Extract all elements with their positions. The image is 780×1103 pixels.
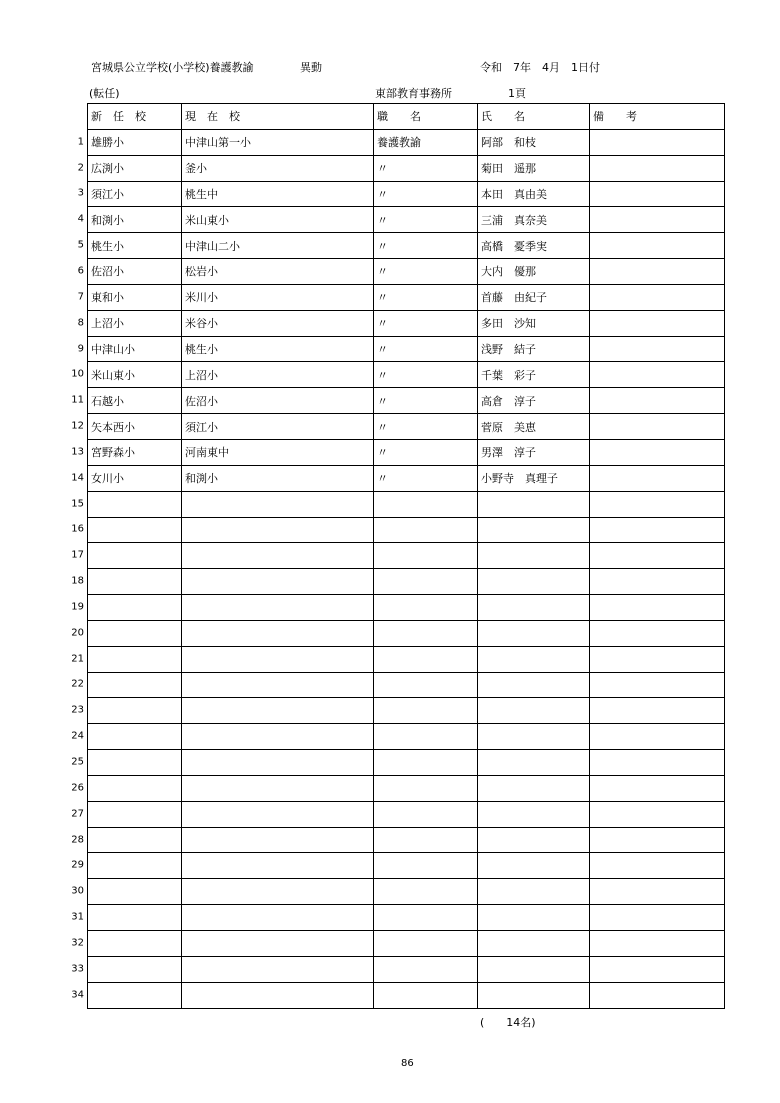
row-number-slot [60, 361, 86, 387]
remarks-cell [590, 827, 725, 853]
table-row [88, 672, 725, 698]
new-school-cell [88, 543, 182, 569]
row-number: 1 [77, 136, 84, 148]
name-cell [478, 672, 590, 698]
current-school-cell: 桃生小 [182, 336, 374, 362]
row-number-slot [60, 491, 86, 517]
row-number: 25 [71, 756, 84, 768]
name-cell: 本田 真由美 [478, 181, 590, 207]
row-number: 29 [71, 859, 84, 871]
current-school-cell: 松岩小 [182, 259, 374, 285]
name-cell: 浅野 結子 [478, 336, 590, 362]
row-number-slot [60, 749, 86, 775]
transfer-table [87, 103, 725, 1009]
current-school-cell [182, 905, 374, 931]
row-number: 19 [71, 601, 84, 613]
remarks-cell [590, 517, 725, 543]
row-number-slot [60, 697, 86, 723]
column-header-remarks: 備 考 [590, 104, 725, 130]
position-cell [374, 491, 478, 517]
position-cell: 〃 [374, 414, 478, 440]
row-number: 8 [77, 317, 84, 329]
row-number-slot [60, 723, 86, 749]
column-header-name: 氏 名 [478, 104, 590, 130]
name-cell: 阿部 和枝 [478, 129, 590, 155]
row-number-slot [60, 956, 86, 982]
position-cell [374, 672, 478, 698]
position-cell [374, 853, 478, 879]
name-cell [478, 827, 590, 853]
remarks-cell [590, 672, 725, 698]
row-number: 13 [71, 446, 84, 458]
new-school-cell: 矢本西小 [88, 414, 182, 440]
table-row [88, 905, 725, 931]
position-cell [374, 646, 478, 672]
table-row [88, 284, 725, 310]
current-school-cell [182, 620, 374, 646]
row-number: 12 [71, 420, 84, 432]
table-header-row [88, 104, 725, 130]
remarks-cell [590, 388, 725, 414]
remarks-cell [590, 155, 725, 181]
row-number: 10 [71, 368, 84, 380]
row-number: 20 [71, 627, 84, 639]
row-number-slot [60, 310, 86, 336]
new-school-cell [88, 517, 182, 543]
position-cell [374, 595, 478, 621]
row-number-slot [60, 878, 86, 904]
row-number-slot [60, 775, 86, 801]
table-row [88, 155, 725, 181]
remarks-cell [590, 465, 725, 491]
current-school-cell [182, 956, 374, 982]
table-row [88, 543, 725, 569]
row-number: 26 [71, 782, 84, 794]
position-cell [374, 750, 478, 776]
row-number-slot [60, 620, 86, 646]
table-row [88, 879, 725, 905]
row-number-slot [60, 852, 86, 878]
remarks-cell [590, 233, 725, 259]
remarks-cell [590, 620, 725, 646]
new-school-cell: 広渕小 [88, 155, 182, 181]
new-school-cell [88, 827, 182, 853]
remarks-cell [590, 414, 725, 440]
remarks-cell [590, 750, 725, 776]
position-cell: 〃 [374, 388, 478, 414]
new-school-cell [88, 646, 182, 672]
remarks-cell [590, 207, 725, 233]
new-school-cell: 宮野森小 [88, 439, 182, 465]
new-school-cell [88, 672, 182, 698]
name-cell: 男澤 淳子 [478, 439, 590, 465]
current-school-cell: 米谷小 [182, 310, 374, 336]
row-number-slot [60, 982, 86, 1008]
row-number-slot [60, 258, 86, 284]
remarks-cell [590, 362, 725, 388]
new-school-cell: 中津山小 [88, 336, 182, 362]
remarks-cell [590, 646, 725, 672]
new-school-cell: 石越小 [88, 388, 182, 414]
current-school-cell: 米山東小 [182, 207, 374, 233]
position-cell: 〃 [374, 207, 478, 233]
table-row [88, 801, 725, 827]
row-number-slot [60, 232, 86, 258]
position-cell [374, 827, 478, 853]
row-number-slot [60, 672, 86, 698]
remarks-cell [590, 956, 725, 982]
table-row [88, 569, 725, 595]
current-school-cell [182, 698, 374, 724]
new-school-cell [88, 491, 182, 517]
current-school-cell [182, 801, 374, 827]
new-school-cell [88, 775, 182, 801]
table-row [88, 750, 725, 776]
column-header-position: 職 名 [374, 104, 478, 130]
name-cell: 三浦 真奈美 [478, 207, 590, 233]
position-cell: 〃 [374, 233, 478, 259]
new-school-cell [88, 801, 182, 827]
new-school-cell: 女川小 [88, 465, 182, 491]
table-row [88, 724, 725, 750]
table-row [88, 827, 725, 853]
name-cell [478, 595, 590, 621]
table-row [88, 129, 725, 155]
row-number: 24 [71, 730, 84, 742]
name-cell [478, 491, 590, 517]
row-number: 7 [77, 291, 84, 303]
row-number-slot [60, 206, 86, 232]
position-cell [374, 931, 478, 957]
new-school-cell [88, 931, 182, 957]
current-school-cell: 佐沼小 [182, 388, 374, 414]
current-school-cell [182, 595, 374, 621]
row-number-slot [60, 155, 86, 181]
row-number-slot [60, 930, 86, 956]
name-cell: 菅原 美恵 [478, 414, 590, 440]
row-number: 15 [71, 498, 84, 510]
position-cell: 〃 [374, 439, 478, 465]
remarks-cell [590, 982, 725, 1008]
row-number: 2 [77, 162, 84, 174]
sheet-page: 1頁 [508, 87, 526, 100]
position-cell: 〃 [374, 465, 478, 491]
row-number: 5 [77, 239, 84, 251]
current-school-cell: 中津山二小 [182, 233, 374, 259]
row-number: 34 [71, 989, 84, 1001]
name-cell [478, 982, 590, 1008]
name-cell [478, 879, 590, 905]
remarks-cell [590, 569, 725, 595]
current-school-cell [182, 491, 374, 517]
current-school-cell: 河南東中 [182, 439, 374, 465]
remarks-cell [590, 879, 725, 905]
table-row [88, 517, 725, 543]
new-school-cell: 須江小 [88, 181, 182, 207]
row-number-slot [60, 413, 86, 439]
transfer-type: 異動 [300, 61, 322, 74]
remarks-cell [590, 129, 725, 155]
name-cell [478, 801, 590, 827]
name-cell [478, 569, 590, 595]
current-school-cell: 米川小 [182, 284, 374, 310]
row-number: 21 [71, 653, 84, 665]
remarks-cell [590, 310, 725, 336]
remarks-cell [590, 905, 725, 931]
new-school-cell [88, 698, 182, 724]
column-header-new-school: 新 任 校 [88, 104, 182, 130]
table-row [88, 775, 725, 801]
row-number-slot [60, 801, 86, 827]
table-row [88, 491, 725, 517]
table-row [88, 336, 725, 362]
table-row [88, 362, 725, 388]
position-cell [374, 517, 478, 543]
page-number: 86 [401, 1058, 414, 1069]
current-school-cell [182, 982, 374, 1008]
remarks-cell [590, 491, 725, 517]
row-number-slot [60, 129, 86, 155]
current-school-cell [182, 724, 374, 750]
row-number: 14 [71, 472, 84, 484]
table-row [88, 595, 725, 621]
position-cell [374, 956, 478, 982]
new-school-cell: 上沼小 [88, 310, 182, 336]
new-school-cell [88, 750, 182, 776]
position-cell: 〃 [374, 284, 478, 310]
name-cell [478, 775, 590, 801]
table-row [88, 233, 725, 259]
remarks-cell [590, 259, 725, 285]
current-school-cell [182, 672, 374, 698]
new-school-cell [88, 879, 182, 905]
position-cell [374, 724, 478, 750]
name-cell: 高橋 憂季実 [478, 233, 590, 259]
row-number-slot [60, 336, 86, 362]
current-school-cell: 上沼小 [182, 362, 374, 388]
row-number: 4 [77, 213, 84, 225]
new-school-cell [88, 905, 182, 931]
name-cell [478, 698, 590, 724]
total-count: ( 14名) [480, 1016, 536, 1029]
name-cell: 首藤 由紀子 [478, 284, 590, 310]
row-number-slot [60, 827, 86, 853]
current-school-cell [182, 646, 374, 672]
position-cell [374, 905, 478, 931]
name-cell [478, 724, 590, 750]
new-school-cell [88, 956, 182, 982]
position-cell [374, 620, 478, 646]
table-row [88, 853, 725, 879]
table-row [88, 259, 725, 285]
position-cell [374, 698, 478, 724]
name-cell [478, 646, 590, 672]
column-header-current-school: 現 在 校 [182, 104, 374, 130]
name-cell [478, 905, 590, 931]
current-school-cell [182, 827, 374, 853]
current-school-cell [182, 750, 374, 776]
table-row [88, 956, 725, 982]
row-number: 6 [77, 265, 84, 277]
row-number: 28 [71, 834, 84, 846]
remarks-cell [590, 439, 725, 465]
table-row [88, 388, 725, 414]
remarks-cell [590, 775, 725, 801]
row-number: 16 [71, 523, 84, 535]
table-row [88, 207, 725, 233]
remarks-cell [590, 724, 725, 750]
row-number-slot [60, 439, 86, 465]
position-cell [374, 982, 478, 1008]
current-school-cell [182, 569, 374, 595]
name-cell [478, 517, 590, 543]
row-number: 17 [71, 549, 84, 561]
row-number-slot [60, 517, 86, 543]
new-school-cell [88, 620, 182, 646]
table-row [88, 620, 725, 646]
table-row [88, 465, 725, 491]
name-cell: 高倉 淳子 [478, 388, 590, 414]
new-school-cell: 佐沼小 [88, 259, 182, 285]
row-number-header-spacer [60, 103, 86, 129]
new-school-cell: 桃生小 [88, 233, 182, 259]
new-school-cell: 米山東小 [88, 362, 182, 388]
name-cell: 菊田 遥那 [478, 155, 590, 181]
table-row [88, 414, 725, 440]
table-row [88, 982, 725, 1008]
current-school-cell: 須江小 [182, 414, 374, 440]
position-cell: 〃 [374, 336, 478, 362]
row-number: 11 [71, 394, 84, 406]
row-number: 32 [71, 937, 84, 949]
remarks-cell [590, 595, 725, 621]
name-cell [478, 620, 590, 646]
name-cell [478, 956, 590, 982]
name-cell: 多田 沙知 [478, 310, 590, 336]
position-cell [374, 879, 478, 905]
remarks-cell [590, 698, 725, 724]
row-number-slot [60, 181, 86, 207]
name-cell [478, 853, 590, 879]
name-cell: 小野寺 真理子 [478, 465, 590, 491]
new-school-cell: 雄勝小 [88, 129, 182, 155]
name-cell [478, 931, 590, 957]
current-school-cell [182, 775, 374, 801]
remarks-cell [590, 931, 725, 957]
position-cell: 〃 [374, 259, 478, 285]
table-row [88, 646, 725, 672]
effective-date: 令和 7年 4月 1日付 [480, 61, 600, 74]
remarks-cell [590, 801, 725, 827]
row-number-slot [60, 904, 86, 930]
position-cell: 〃 [374, 310, 478, 336]
new-school-cell [88, 724, 182, 750]
row-number-slot [60, 646, 86, 672]
document-title: 宮城県公立学校(小学校)養護教諭 [91, 61, 254, 74]
row-number: 9 [77, 343, 84, 355]
current-school-cell: 釜小 [182, 155, 374, 181]
table-row [88, 310, 725, 336]
current-school-cell: 桃生中 [182, 181, 374, 207]
row-number-slot [60, 568, 86, 594]
row-number: 30 [71, 885, 84, 897]
table-row [88, 181, 725, 207]
row-number: 18 [71, 575, 84, 587]
new-school-cell [88, 853, 182, 879]
row-number-slot [60, 284, 86, 310]
transfer-category: (転任) [89, 87, 120, 100]
current-school-cell [182, 517, 374, 543]
row-number-slot [60, 542, 86, 568]
current-school-cell [182, 853, 374, 879]
new-school-cell: 和渕小 [88, 207, 182, 233]
new-school-cell [88, 595, 182, 621]
row-number-slot [60, 594, 86, 620]
table-row [88, 931, 725, 957]
name-cell: 千葉 彩子 [478, 362, 590, 388]
row-number: 3 [77, 187, 84, 199]
position-cell [374, 543, 478, 569]
position-cell [374, 569, 478, 595]
position-cell [374, 801, 478, 827]
current-school-cell: 中津山第一小 [182, 129, 374, 155]
education-office: 東部教育事務所 [375, 87, 452, 100]
position-cell: 養護教諭 [374, 129, 478, 155]
row-number-slot [60, 387, 86, 413]
new-school-cell [88, 569, 182, 595]
current-school-cell [182, 931, 374, 957]
name-cell: 大内 優那 [478, 259, 590, 285]
remarks-cell [590, 336, 725, 362]
row-number-slot [60, 465, 86, 491]
table-row [88, 439, 725, 465]
row-number: 22 [71, 678, 84, 690]
table-row [88, 698, 725, 724]
row-number: 23 [71, 704, 84, 716]
position-cell: 〃 [374, 181, 478, 207]
row-number-column [60, 103, 86, 1008]
current-school-cell [182, 879, 374, 905]
new-school-cell [88, 982, 182, 1008]
name-cell [478, 750, 590, 776]
position-cell: 〃 [374, 155, 478, 181]
remarks-cell [590, 853, 725, 879]
remarks-cell [590, 284, 725, 310]
remarks-cell [590, 543, 725, 569]
remarks-cell [590, 181, 725, 207]
row-number: 33 [71, 963, 84, 975]
current-school-cell [182, 543, 374, 569]
name-cell [478, 543, 590, 569]
row-number: 27 [71, 808, 84, 820]
position-cell: 〃 [374, 362, 478, 388]
current-school-cell: 和渕小 [182, 465, 374, 491]
row-number: 31 [71, 911, 84, 923]
position-cell [374, 775, 478, 801]
new-school-cell: 東和小 [88, 284, 182, 310]
